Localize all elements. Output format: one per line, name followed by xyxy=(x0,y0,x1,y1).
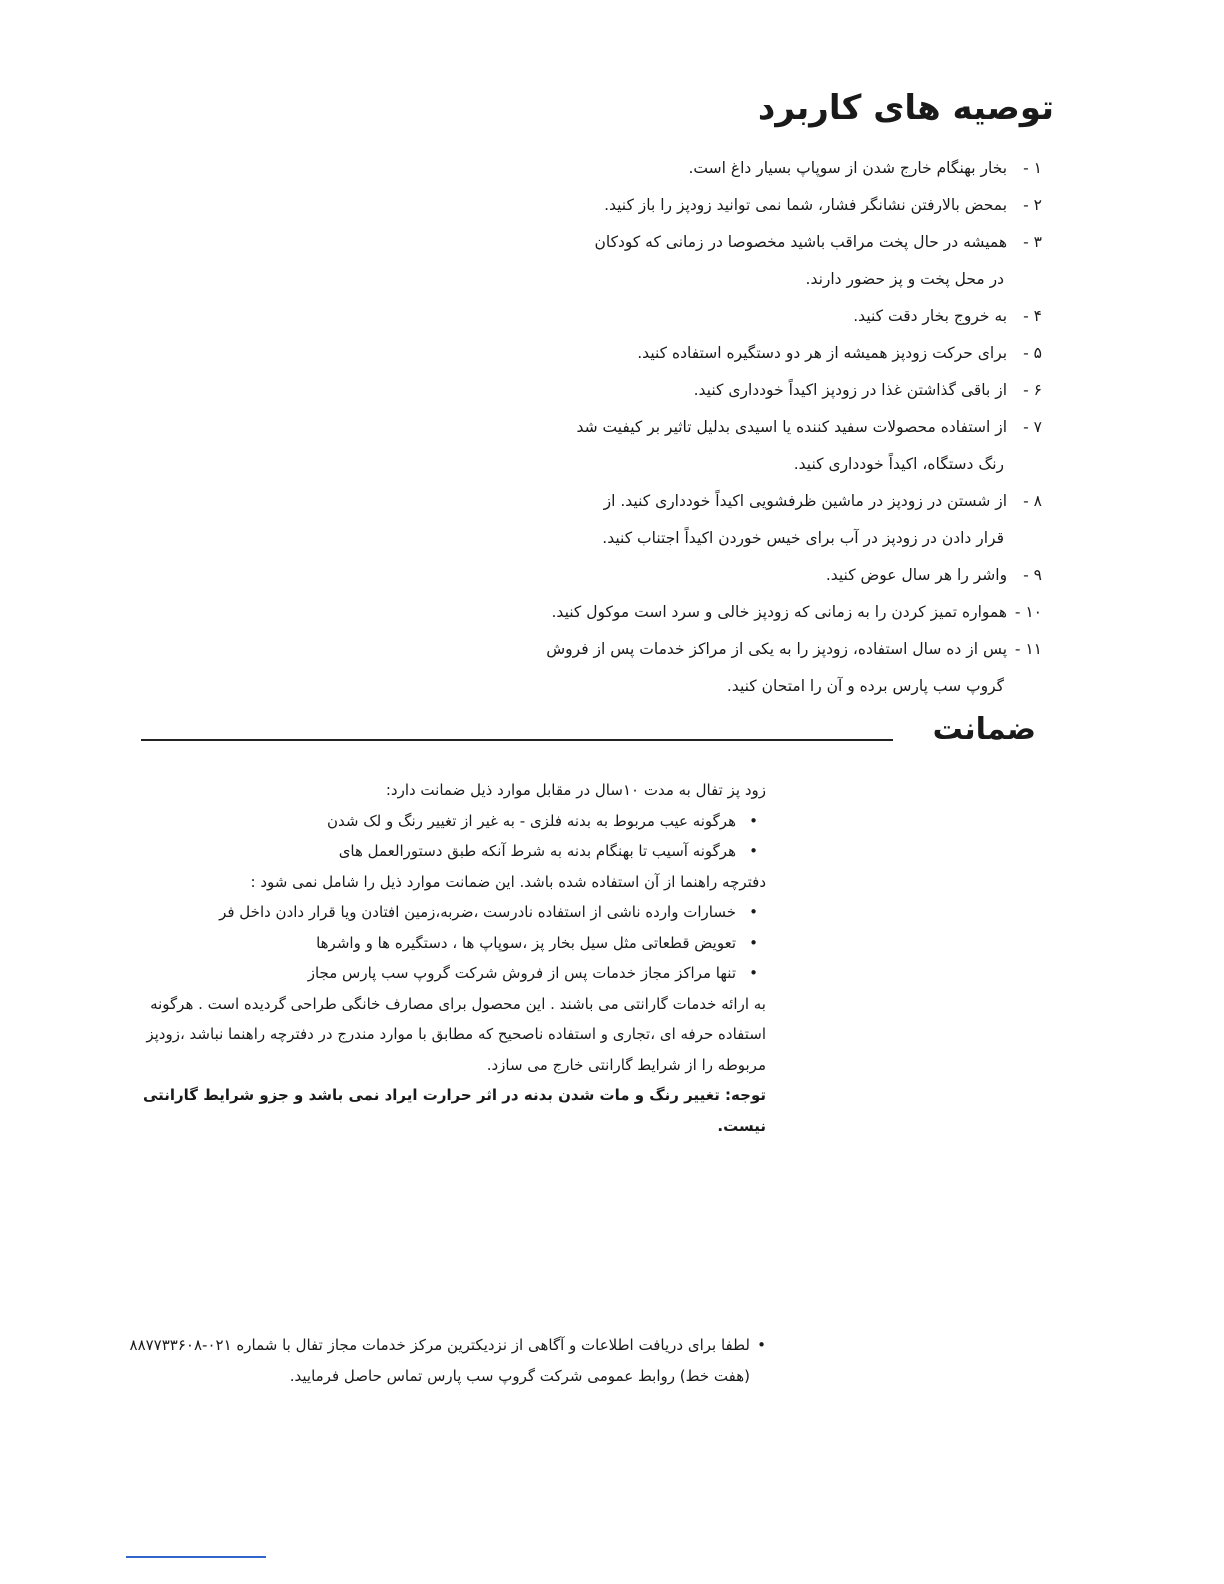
warranty-paragraph: دفترچه راهنما از آن استفاده شده باشد. این ضمانت موارد ذیل را شامل نمی شود : xyxy=(250,872,766,891)
list-item xyxy=(362,224,1042,298)
item-number: ۱ - xyxy=(1023,159,1042,177)
list-item xyxy=(362,409,1042,483)
warranty-coverage-list xyxy=(106,806,766,867)
item-number: ۱۱ - xyxy=(1014,640,1042,658)
item-text: پس از ده سال استفاده، زودپز را به یکی از مراکز خدمات پس از فروش xyxy=(546,640,1008,658)
list-item xyxy=(362,557,1042,594)
list-item xyxy=(362,372,1042,409)
item-text: از شستن در زودپز در ماشین ظرفشویی اکیداً خودداری کنید. از xyxy=(603,492,1008,510)
list-item xyxy=(362,187,1042,224)
item-number: ۱۰ - xyxy=(1014,603,1042,621)
item-number: ۷ - xyxy=(1023,418,1042,436)
warranty-exclusions-list xyxy=(106,897,766,989)
item-number: ۴ - xyxy=(1023,307,1042,325)
warranty-intro: زود پز تفال به مدت ۱۰سال در مقابل موارد ذیل ضمانت دارد: xyxy=(385,781,766,799)
item-text-continued: رنگ دستگاه، اکیداً خودداری کنید. xyxy=(793,455,1004,473)
list-item xyxy=(362,150,1042,187)
contact-text: • لطفا برای دریافت اطلاعات و آگاهی از نزدیکترین مرکز خدمات مجاز تفال با شماره ۰۲۱-۸۸۷۷۳۳۶۰۸ (هفت خط) روابط عمومی شرکت گروپ سب پارس تماس حاصل فرمایید. xyxy=(106,1330,766,1392)
item-text-continued: قرار دادن در زودپز در آب برای خیس خوردن اکیداً اجتناب کنید. xyxy=(602,529,1004,547)
item-text: بخار بهنگام خارج شدن از سوپاپ بسیار داغ است. xyxy=(688,159,1008,177)
section-divider xyxy=(141,739,893,741)
list-item xyxy=(362,483,1042,557)
item-number: ۲ - xyxy=(1023,196,1042,214)
list-item xyxy=(362,631,1042,705)
item-text: به خروج بخار دقت کنید. xyxy=(853,307,1008,325)
item-number: ۹ - xyxy=(1023,566,1042,584)
item-number: ۸ - xyxy=(1023,492,1042,510)
usage-tips-title: توصیه های کاربرد xyxy=(757,88,1054,128)
item-text: واشر را هر سال عوض کنید. xyxy=(825,566,1008,584)
warranty-section xyxy=(106,775,766,1141)
list-item xyxy=(362,335,1042,372)
item-text: از باقی گذاشتن غذا در زودپز اکیداً خودداری کنید. xyxy=(693,381,1008,399)
item-text: برای حرکت زودپز همیشه از هر دو دستگیره استفاده کنید. xyxy=(637,344,1008,362)
item-number: ۳ - xyxy=(1023,233,1042,251)
warranty-note: توجه: تغییر رنگ و مات شدن بدنه در اثر حرارت ایراد نمی باشد و جزو شرایط گارانتی نیست. xyxy=(142,1086,766,1135)
warranty-paragraph: به ارائه خدمات گارانتی می باشند . این محصول برای مصارف خانگی طراحی گردیده است . هرگونه استفاده حرفه ای ،تجاری و استفاده ناصحیح که مطابق با موارد مندرج در دفترچه راهنما نباشد ،زودپز مربوطه را از شرایط گارانتی خارج می سازد. xyxy=(146,994,766,1074)
item-text: از استفاده محصولات سفید کننده یا اسیدی بدلیل تاثیر بر کیفیت شد xyxy=(576,418,1008,436)
item-text: همواره تمیز کردن را به زمانی که زودپز خالی و سرد است موکول کنید. xyxy=(551,603,1008,621)
item-text-continued: در محل پخت و پز حضور دارند. xyxy=(805,270,1004,288)
item-number: ۶ - xyxy=(1023,381,1042,399)
warranty-title: ضمانت xyxy=(932,712,1036,747)
contact-section xyxy=(106,1330,766,1392)
item-number: ۵ - xyxy=(1023,344,1042,362)
usage-tips-list xyxy=(362,150,1042,705)
list-item: • خسارات وارده ناشی از استفاده نادرست ،ضربه،زمین افتادن ویا قرار دادن داخل فر xyxy=(106,897,766,928)
item-text: بمحض بالارفتن نشانگر فشار، شما نمی توانید زودپز را باز کنید. xyxy=(604,196,1008,214)
list-item: • تعویض قطعاتی مثل سیل بخار پز ،سوپاپ ها ، دستگیره ها و واشرها xyxy=(106,928,766,959)
list-item: • تنها مراکز مجاز خدمات پس از فروش شرکت گروپ سب پارس مجاز xyxy=(106,958,766,989)
list-item: • هرگونه عیب مربوط به بدنه فلزی - به غیر از تغییر رنگ و لک شدن xyxy=(106,806,766,837)
list-item xyxy=(362,298,1042,335)
item-text: همیشه در حال پخت مراقب باشید مخصوصا در زمانی که کودکان xyxy=(594,233,1008,251)
warranty-header xyxy=(141,712,1036,756)
list-item xyxy=(362,594,1042,631)
item-text-continued: گروپ سب پارس برده و آن را امتحان کنید. xyxy=(726,677,1004,695)
footer-line xyxy=(126,1556,266,1558)
list-item: • هرگونه آسیب تا بهنگام بدنه به شرط آنکه طبق دستورالعمل های xyxy=(106,836,766,867)
